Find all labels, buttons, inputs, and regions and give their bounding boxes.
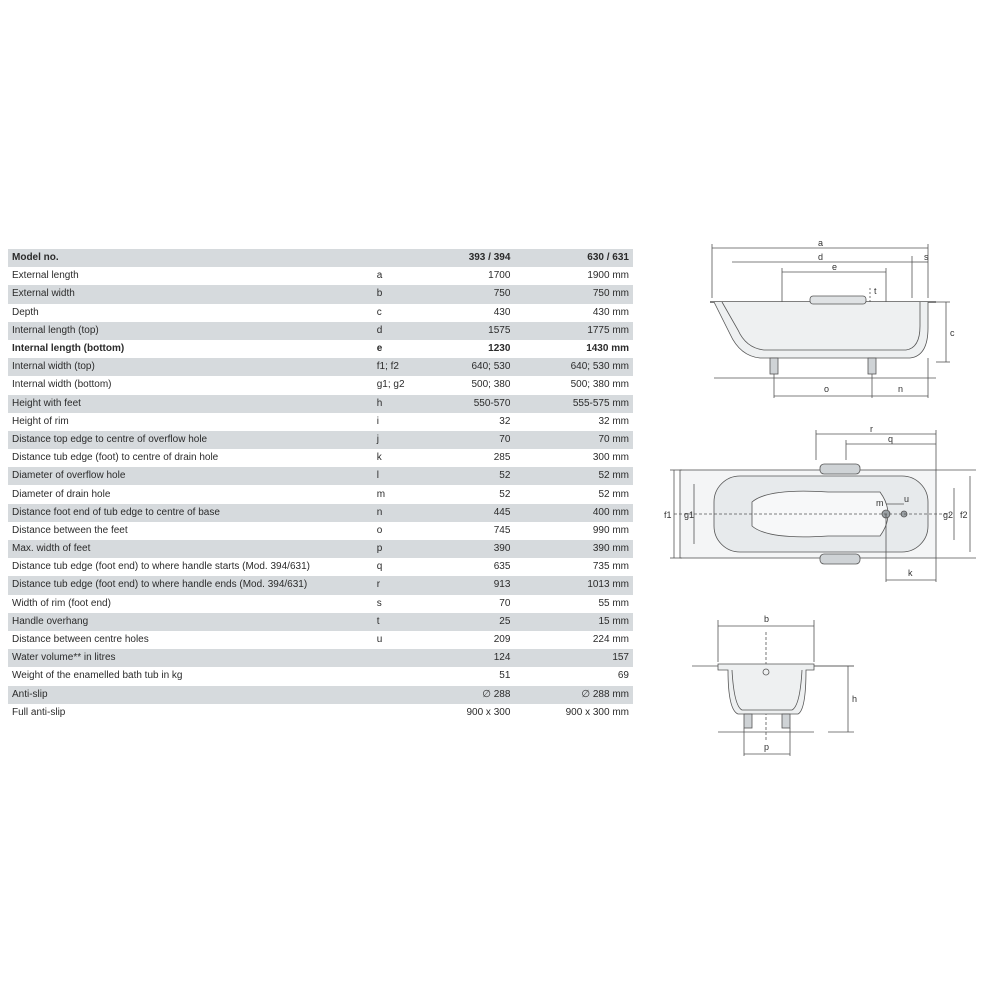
top-label-q: q (888, 434, 894, 444)
row-label: Height with feet (8, 395, 373, 413)
side-label-t: t (874, 286, 877, 296)
row-label: Distance foot end of tub edge to centre of base (8, 504, 373, 522)
row-value-393: 1575 (421, 322, 514, 340)
row-value-630: 70 mm (514, 431, 633, 449)
row-label: External length (8, 267, 373, 285)
row-key: m (373, 485, 421, 503)
row-value-393: 70 (421, 431, 514, 449)
side-label-e: e (832, 262, 838, 272)
row-value-630: 55 mm (514, 595, 633, 613)
row-value-630: 1900 mm (514, 267, 633, 285)
row-value-630: 52 mm (514, 467, 633, 485)
row-label: Distance between centre holes (8, 631, 373, 649)
row-value-393: 52 (421, 467, 514, 485)
row-value-393: 52 (421, 485, 514, 503)
table-row (8, 431, 633, 449)
row-value-630: 735 mm (514, 558, 633, 576)
table-row (8, 558, 633, 576)
row-label: Diameter of drain hole (8, 485, 373, 503)
row-value-630: 224 mm (514, 631, 633, 649)
row-value-393: 209 (421, 631, 514, 649)
row-value-393: 445 (421, 504, 514, 522)
row-value-630: 32 mm (514, 413, 633, 431)
row-value-393: 70 (421, 595, 514, 613)
row-key (373, 667, 421, 685)
row-value-630: 555-575 mm (514, 395, 633, 413)
row-key: u (373, 631, 421, 649)
row-label: External width (8, 285, 373, 303)
row-value-393: 32 (421, 413, 514, 431)
row-value-630: 430 mm (514, 304, 633, 322)
header-model-630: 630 / 631 (514, 249, 633, 267)
row-label: Depth (8, 304, 373, 322)
row-label: Height of rim (8, 413, 373, 431)
header-model-393: 393 / 394 (421, 249, 514, 267)
row-key: b (373, 285, 421, 303)
table-row (8, 285, 633, 303)
row-key (373, 686, 421, 704)
row-key: l (373, 467, 421, 485)
side-label-a: a (818, 238, 824, 248)
table-row (8, 467, 633, 485)
row-value-630: 990 mm (514, 522, 633, 540)
side-label-d: d (818, 252, 824, 262)
row-value-393: 900 x 300 (421, 704, 514, 722)
row-label: Water volume** in litres (8, 649, 373, 667)
top-label-m: m (876, 498, 884, 508)
top-label-k: k (908, 568, 913, 578)
row-label: Distance tub edge (foot end) to where handle ends (Mod. 394/631) (8, 576, 373, 594)
table-row (8, 267, 633, 285)
side-view-drawing (700, 238, 970, 410)
side-label-n: n (898, 384, 904, 394)
top-label-f1: f1 (664, 510, 672, 520)
row-key: o (373, 522, 421, 540)
row-key: k (373, 449, 421, 467)
top-label-u: u (904, 494, 910, 504)
table-row (8, 631, 633, 649)
row-key: d (373, 322, 421, 340)
table-row (8, 376, 633, 394)
row-label: Internal length (top) (8, 322, 373, 340)
top-label-g1: g1 (684, 510, 695, 520)
row-value-630: 640; 530 mm (514, 358, 633, 376)
side-label-o: o (824, 384, 830, 394)
row-value-393: ∅ 288 (421, 686, 514, 704)
row-value-393: 635 (421, 558, 514, 576)
row-value-630: 400 mm (514, 504, 633, 522)
row-key: q (373, 558, 421, 576)
row-label: Max. width of feet (8, 540, 373, 558)
end-label-b: b (764, 614, 770, 624)
row-label: Width of rim (foot end) (8, 595, 373, 613)
table-row (8, 413, 633, 431)
row-value-393: 25 (421, 613, 514, 631)
top-label-r: r (870, 424, 873, 434)
table-row (8, 704, 633, 722)
row-value-630: 15 mm (514, 613, 633, 631)
row-key: j (373, 431, 421, 449)
table-header-row (8, 249, 633, 267)
row-key: s (373, 595, 421, 613)
row-value-630: 500; 380 mm (514, 376, 633, 394)
header-key (373, 249, 421, 267)
table-row (8, 613, 633, 631)
row-value-630: 750 mm (514, 285, 633, 303)
spec-table (8, 249, 633, 722)
row-value-393: 390 (421, 540, 514, 558)
side-label-c: c (950, 328, 955, 338)
row-key: e (373, 340, 421, 358)
table-row (8, 595, 633, 613)
table-row (8, 522, 633, 540)
row-value-393: 1700 (421, 267, 514, 285)
table-row (8, 322, 633, 340)
top-label-g2: g2 (943, 510, 954, 520)
row-value-630: 69 (514, 667, 633, 685)
table-row (8, 667, 633, 685)
top-label-f2: f2 (960, 510, 968, 520)
row-value-630: 1775 mm (514, 322, 633, 340)
row-label: Diameter of overflow hole (8, 467, 373, 485)
table-row (8, 686, 633, 704)
top-view-drawing (660, 420, 980, 590)
row-key: c (373, 304, 421, 322)
row-value-630: 300 mm (514, 449, 633, 467)
row-value-393: 913 (421, 576, 514, 594)
row-value-393: 124 (421, 649, 514, 667)
row-value-393: 51 (421, 667, 514, 685)
table-row (8, 358, 633, 376)
row-label: Anti-slip (8, 686, 373, 704)
row-label: Handle overhang (8, 613, 373, 631)
row-value-393: 285 (421, 449, 514, 467)
table-row (8, 449, 633, 467)
row-value-630: 390 mm (514, 540, 633, 558)
table-row (8, 395, 633, 413)
row-key (373, 704, 421, 722)
row-label: Full anti-slip (8, 704, 373, 722)
table-row (8, 576, 633, 594)
table-row (8, 540, 633, 558)
row-value-393: 430 (421, 304, 514, 322)
table-row (8, 485, 633, 503)
end-label-p: p (764, 742, 770, 752)
row-key: f1; f2 (373, 358, 421, 376)
row-key: p (373, 540, 421, 558)
table-row (8, 304, 633, 322)
row-value-630: 900 x 300 mm (514, 704, 633, 722)
row-value-630: 1013 mm (514, 576, 633, 594)
row-value-630: 1430 mm (514, 340, 633, 358)
header-model-label: Model no. (8, 249, 373, 267)
row-value-393: 550-570 (421, 395, 514, 413)
row-label: Distance between the feet (8, 522, 373, 540)
row-key (373, 649, 421, 667)
row-value-630: 157 (514, 649, 633, 667)
row-label: Distance top edge to centre of overflow hole (8, 431, 373, 449)
row-value-630: 52 mm (514, 485, 633, 503)
row-key: h (373, 395, 421, 413)
table-row (8, 649, 633, 667)
row-label: Internal width (top) (8, 358, 373, 376)
row-value-393: 750 (421, 285, 514, 303)
row-key: t (373, 613, 421, 631)
row-label: Distance tub edge (foot end) to where handle starts (Mod. 394/631) (8, 558, 373, 576)
row-value-630: ∅ 288 mm (514, 686, 633, 704)
row-key: r (373, 576, 421, 594)
row-value-393: 640; 530 (421, 358, 514, 376)
row-label: Weight of the enamelled bath tub in kg (8, 667, 373, 685)
row-key: a (373, 267, 421, 285)
row-key: g1; g2 (373, 376, 421, 394)
table-row (8, 504, 633, 522)
end-view-drawing (688, 606, 868, 766)
row-value-393: 1230 (421, 340, 514, 358)
row-label: Internal length (bottom) (8, 340, 373, 358)
table-row (8, 340, 633, 358)
row-value-393: 745 (421, 522, 514, 540)
end-label-h: h (852, 694, 858, 704)
side-label-s: s (924, 252, 929, 262)
row-key: i (373, 413, 421, 431)
row-label: Distance tub edge (foot) to centre of drain hole (8, 449, 373, 467)
row-label: Internal width (bottom) (8, 376, 373, 394)
row-value-393: 500; 380 (421, 376, 514, 394)
row-key: n (373, 504, 421, 522)
